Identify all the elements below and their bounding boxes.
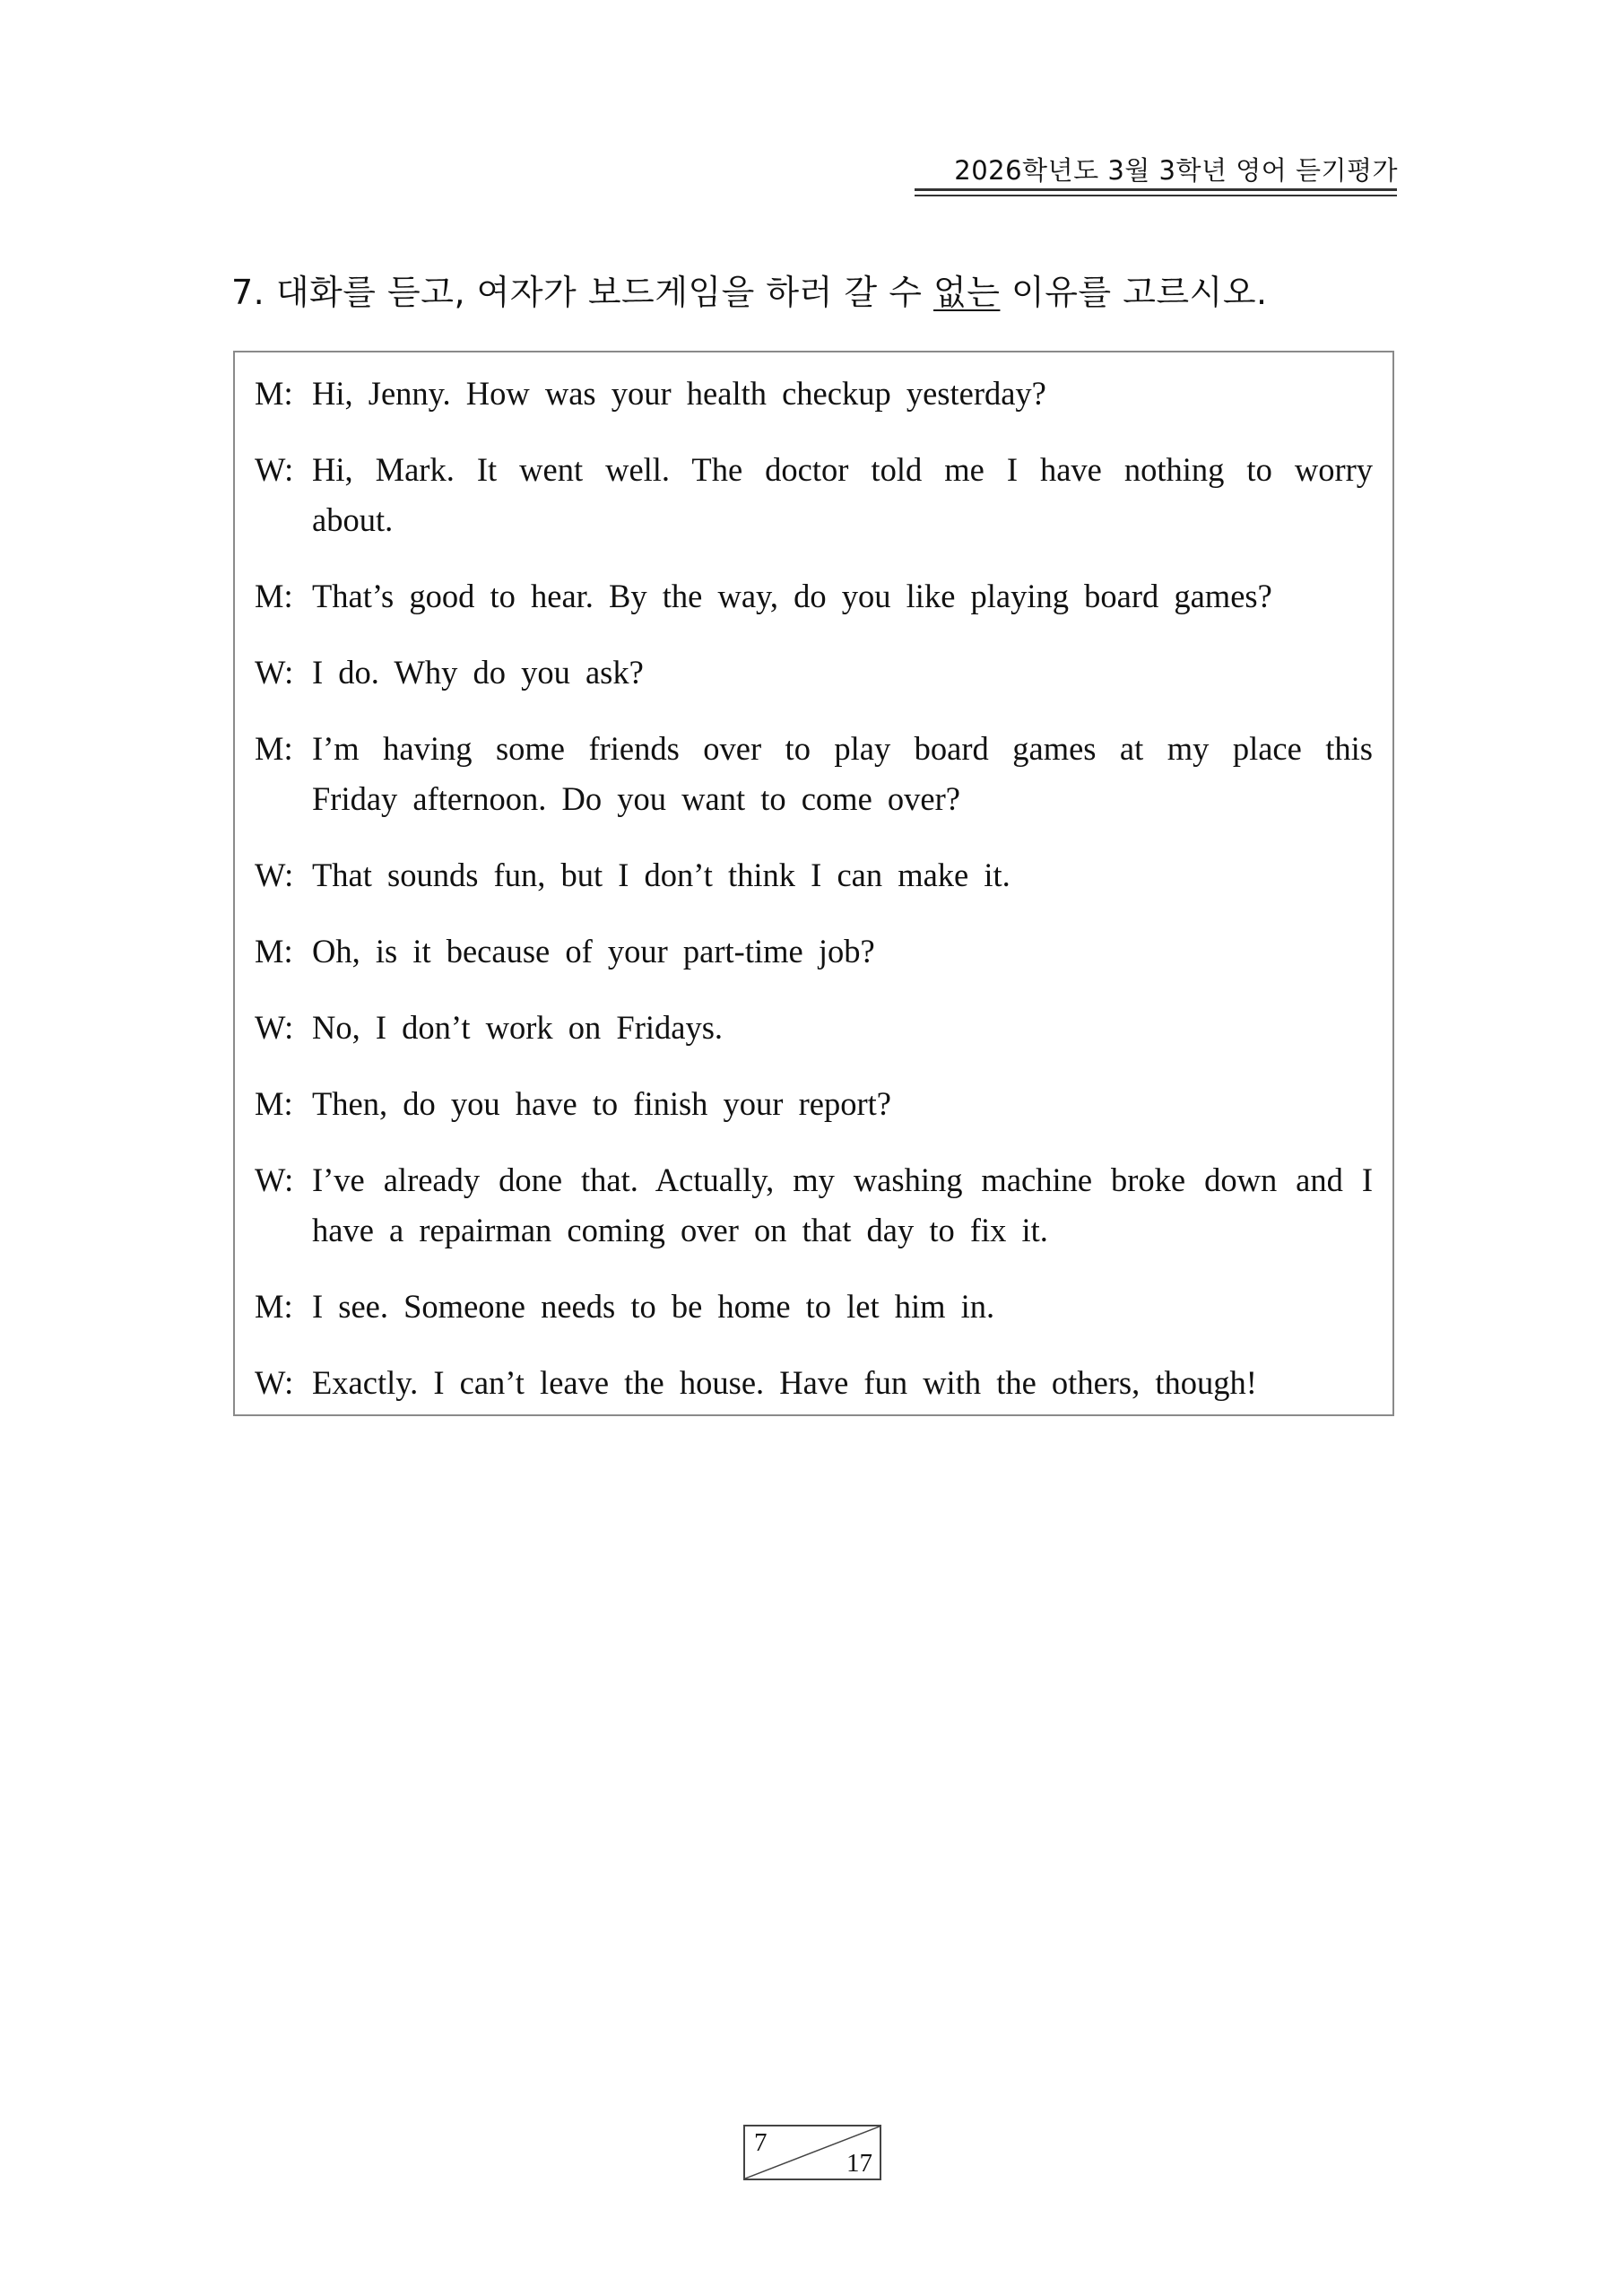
- speaker-label: W:: [255, 1364, 294, 1401]
- exam-header-title: 2026학년도 3월 3학년 영어 듣기평가: [954, 155, 1398, 186]
- utterance-text: I see. Someone needs to be home to let him in.: [312, 1288, 995, 1325]
- utterance-text: I do. Why do you ask?: [312, 654, 644, 691]
- speaker-label: M:: [255, 375, 293, 412]
- speaker-label: M:: [255, 1085, 293, 1122]
- dialogue-line: [255, 1282, 1373, 1332]
- utterance-text: Hi, Jenny. How was your health checkup yesterday?: [312, 375, 1046, 412]
- speaker-label: W:: [255, 1009, 294, 1046]
- dialogue-line: [255, 724, 1373, 824]
- dialogue-line: [255, 571, 1373, 622]
- dialogue-line: [255, 1003, 1373, 1053]
- dialogue-line: [255, 1079, 1373, 1129]
- dialogue-line: [255, 1358, 1373, 1408]
- speaker-label: M:: [255, 730, 293, 767]
- utterance-text: Hi, Mark. It went well. The doctor told me I have nothing to worry about.: [312, 451, 1373, 538]
- header-rule-bottom: [915, 195, 1397, 196]
- speaker-label: M:: [255, 933, 293, 970]
- utterance-text: Then, do you have to finish your report?: [312, 1085, 891, 1122]
- question-prompt: [231, 265, 1268, 314]
- utterance-text: I’ve already done that. Actually, my washing machine broke down and I have a repairman coming over on that day to fix it.: [312, 1161, 1373, 1248]
- page-current: 7: [754, 2128, 768, 2157]
- dialogue-line: [255, 926, 1373, 977]
- page-number-box: [743, 2125, 881, 2180]
- speaker-label: M:: [255, 578, 293, 614]
- utterance-text: I’m having some friends over to play board games at my place this Friday afternoon. Do you want to come over?: [312, 730, 1373, 817]
- page-total: 17: [846, 2149, 872, 2178]
- question-text-prefix: 7. 대화를 듣고, 여자가 보드게임을 하러 갈 수: [231, 273, 934, 312]
- dialogue-line: [255, 850, 1373, 900]
- dialogue-line: [255, 648, 1373, 698]
- dialogue-line: [255, 369, 1373, 419]
- utterance-text: That’s good to hear. By the way, do you like playing board games?: [312, 578, 1272, 614]
- utterance-text: No, I don’t work on Fridays.: [312, 1009, 724, 1046]
- speaker-label: W:: [255, 857, 294, 893]
- dialogue-line: [255, 1155, 1373, 1256]
- utterance-text: Exactly. I can’t leave the house. Have fun with the others, though!: [312, 1364, 1257, 1401]
- question-text-suffix: 이유를 고르시오.: [1000, 273, 1268, 312]
- header-rule-top: [915, 188, 1397, 191]
- speaker-label: W:: [255, 654, 294, 691]
- dialogue-line: [255, 445, 1373, 545]
- speaker-label: W:: [255, 1161, 294, 1198]
- utterance-text: That sounds fun, but I don’t think I can make it.: [312, 857, 1010, 893]
- utterance-text: Oh, is it because of your part-time job?: [312, 933, 875, 970]
- speaker-label: M:: [255, 1288, 293, 1325]
- speaker-label: W:: [255, 451, 294, 488]
- dialogue-script-box: [233, 351, 1394, 1416]
- question-underlined-word: 없는: [933, 273, 1001, 312]
